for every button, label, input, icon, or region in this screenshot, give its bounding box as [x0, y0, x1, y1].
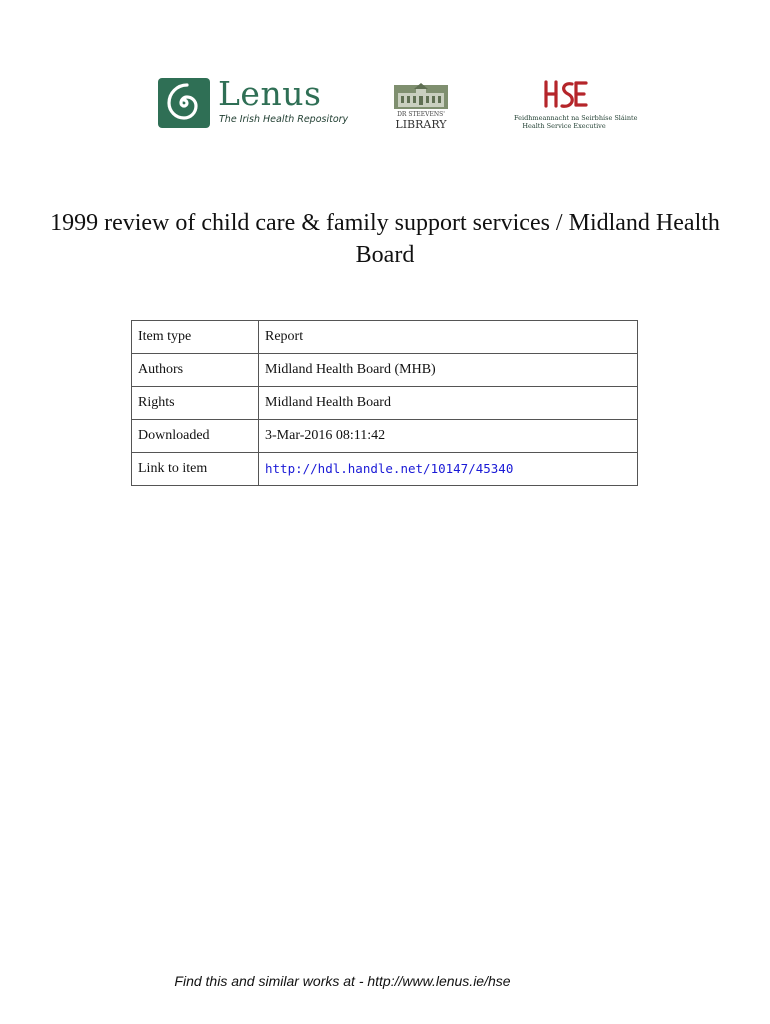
steevens-line1: DR STEEVENS': [397, 111, 445, 118]
lenus-logo: [158, 74, 349, 130]
header-logos: [0, 76, 770, 136]
footer-text: Find this and similar works at - http://www.lenus.ie/hse: [174, 973, 511, 989]
document-title: 1999 review of child care & family support services / Midland Health Board: [50, 210, 720, 268]
table-row: [132, 387, 638, 420]
steevens-line2: LIBRARY: [395, 118, 447, 131]
downloaded-value: 3-Mar-2016 08:11:42: [259, 420, 638, 453]
link-cell: [259, 453, 638, 486]
lenus-wordmark: Lenus: [218, 74, 322, 113]
lenus-spiral-icon: [158, 78, 210, 128]
library-building-icon: [394, 81, 448, 111]
hse-logo: [514, 78, 638, 134]
hse-irish-name: Feidhmeannacht na Seirbhíse Sláinte: [514, 114, 638, 122]
rights-value: Midland Health Board: [259, 387, 638, 420]
item-link[interactable]: http://hdl.handle.net/10147/45340: [265, 460, 514, 476]
metadata-table: [131, 320, 638, 486]
hse-mark-icon: [542, 78, 588, 110]
steevens-library-logo: [392, 81, 450, 133]
rights-label: Rights: [132, 387, 259, 420]
item-type-label: Item type: [132, 321, 259, 354]
table-row: [132, 354, 638, 387]
authors-value: Midland Health Board (MHB): [259, 354, 638, 387]
authors-label: Authors: [132, 354, 259, 387]
table-row: [132, 321, 638, 354]
table-row: [132, 420, 638, 453]
table-row: [132, 453, 638, 486]
hse-english-name: Health Service Executive: [522, 122, 606, 130]
downloaded-label: Downloaded: [132, 420, 259, 453]
item-type-value: Report: [259, 321, 638, 354]
link-label: Link to item: [132, 453, 259, 486]
lenus-tagline: The Irish Health Repository: [219, 114, 349, 125]
